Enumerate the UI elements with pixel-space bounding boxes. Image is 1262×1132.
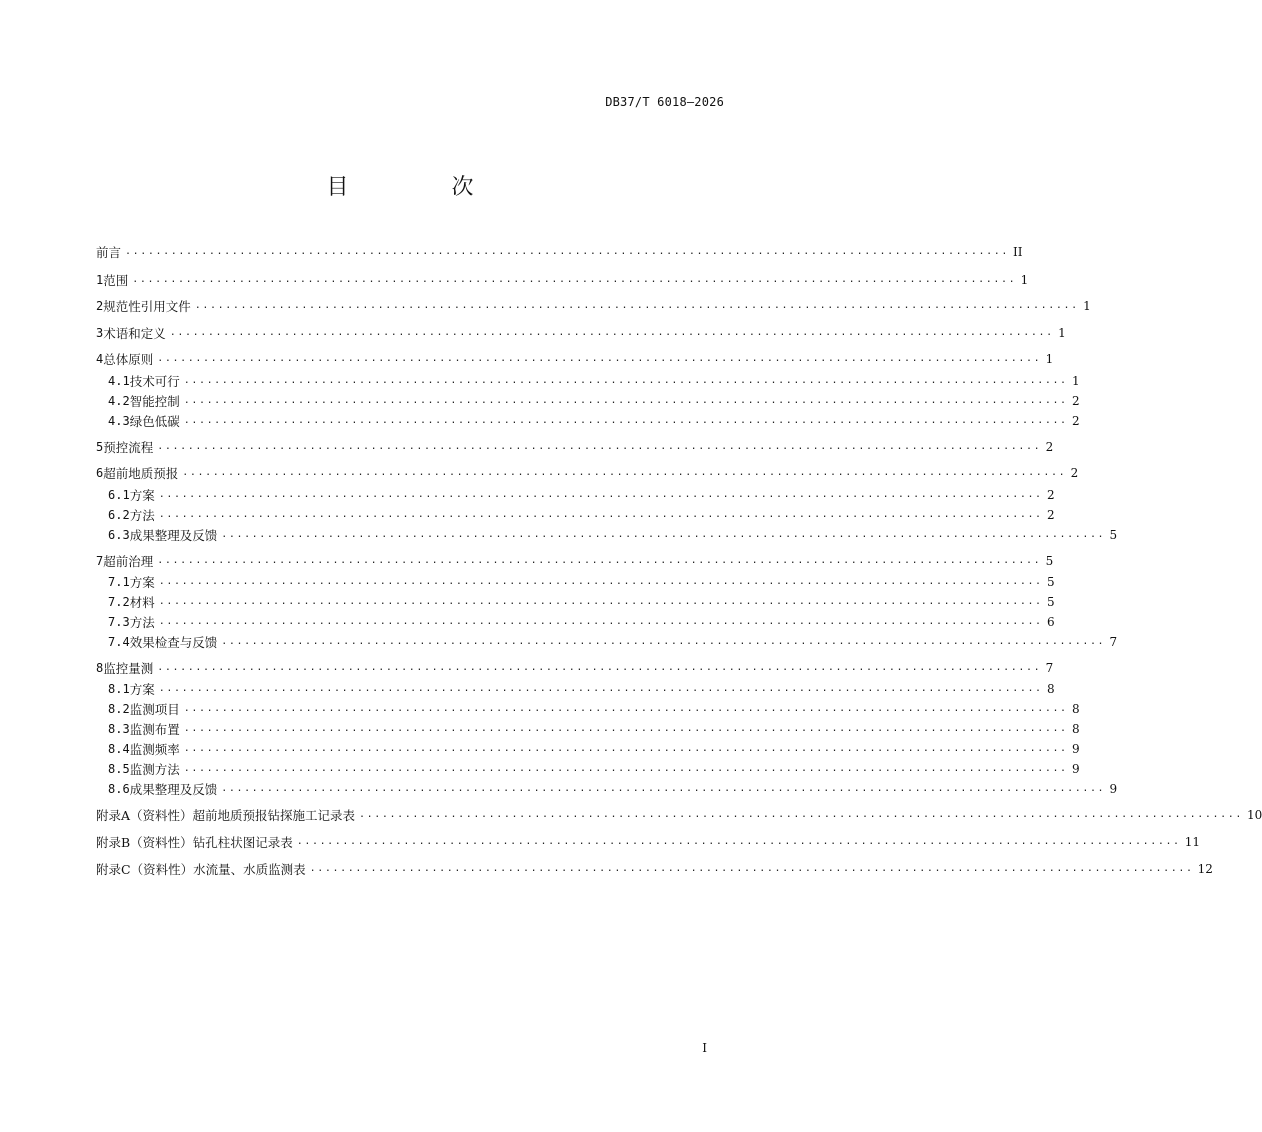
toc-entry-label: 效果检查与反馈 (129, 635, 218, 650)
toc-entry-number: 1 (96, 273, 104, 287)
toc-entry-appendix-c[interactable] (96, 859, 1213, 879)
toc-leader-dots: .................................................................................................................... (221, 783, 1106, 794)
toc-entry-label: 绿色低碳 (129, 414, 180, 429)
toc-leader-dots: .................................................................................................................... (157, 662, 1042, 673)
toc-entry-number: 8.6 (108, 782, 130, 796)
toc-leader-dots: .................................................................................................................... (158, 596, 1043, 607)
toc-appendix-prefix: 附录A（资料性） (96, 808, 193, 823)
toc-entry-8-3[interactable] (96, 719, 1080, 739)
toc-entry-number: 8.1 (108, 682, 130, 696)
toc-leader-dots: .................................................................................................................... (183, 375, 1068, 386)
toc-entry-7-3[interactable] (96, 612, 1055, 632)
toc-entry-number: 7.2 (108, 595, 130, 609)
toc-entry-page: II (1013, 245, 1023, 259)
toc-entry-page: 8 (1072, 702, 1080, 716)
toc-entry-number: 8 (96, 661, 104, 675)
toc-leader-dots: .................................................................................................................... (158, 683, 1043, 694)
toc-entry-page: 1 (1083, 299, 1091, 313)
toc-entry-label: 方案 (129, 575, 155, 590)
toc-entry-3[interactable] (96, 323, 1066, 343)
toc-entry-number: 4.3 (108, 414, 130, 428)
toc-entry-number: 4.2 (108, 394, 130, 408)
toc-leader-dots: .................................................................................................................... (169, 327, 1054, 338)
toc-entry-number: 6.1 (108, 488, 130, 502)
toc-entry-number: 4.1 (108, 374, 130, 388)
toc-entry-label: 智能控制 (129, 394, 180, 409)
toc-entry-page: 9 (1072, 762, 1080, 776)
toc-entry-page: 6 (1047, 615, 1055, 629)
toc-entry-page: 5 (1047, 575, 1055, 589)
toc-entry-label: 钻孔柱状图记录表 (192, 835, 293, 850)
toc-entry-page: 2 (1072, 394, 1080, 408)
toc-entry-number: 5 (96, 440, 104, 454)
toc-entry-label: 前言 (96, 245, 122, 260)
toc-leader-dots: .................................................................................................................... (194, 300, 1079, 311)
toc-entry-2[interactable] (96, 296, 1091, 316)
toc-entry-4-3[interactable] (96, 411, 1080, 431)
toc-leader-dots: .................................................................................................................... (183, 415, 1068, 426)
toc-entry-label: 方法 (129, 508, 155, 523)
toc-entry-label: 技术可行 (129, 374, 180, 389)
toc-entry-label: 材料 (129, 595, 155, 610)
toc-entry-label: 监测频率 (129, 742, 180, 757)
toc-appendix-prefix: 附录C（资料性） (96, 862, 194, 877)
toc-entry-page: 2 (1047, 488, 1055, 502)
toc-entry-4[interactable] (96, 349, 1054, 369)
toc-leader-dots: .................................................................................................................... (125, 246, 1009, 257)
toc-entry-page: 10 (1247, 808, 1262, 822)
document-code: DB37/T 6018—2026 (605, 95, 724, 109)
toc-entry-7-4[interactable] (96, 632, 1118, 652)
toc-entry-page: 9 (1072, 742, 1080, 756)
toc-entry-page: 7 (1045, 661, 1054, 675)
toc-entry-appendix-b[interactable] (96, 832, 1200, 852)
toc-entry-number: 8.4 (108, 742, 130, 756)
toc-leader-dots: .................................................................................................................... (158, 576, 1043, 587)
toc-entry-number: 8.5 (108, 762, 130, 776)
toc-entry-label: 术语和定义 (103, 326, 166, 341)
toc-entry-page: 1 (1058, 326, 1066, 340)
toc-entry-appendix-a[interactable] (96, 805, 1262, 825)
toc-leader-dots: .................................................................................................................... (221, 636, 1106, 647)
toc-entry-label: 监控量测 (103, 661, 154, 676)
toc-entry-page: 2 (1047, 508, 1055, 522)
toc-entry-page: 2 (1070, 466, 1079, 480)
toc-entry-label: 方法 (129, 615, 155, 630)
toc-entry-page: 1 (1045, 352, 1054, 366)
toc-entry-label: 预控流程 (103, 440, 154, 455)
toc-entry-5[interactable] (96, 437, 1054, 457)
toc-entry-number: 7 (96, 554, 104, 568)
toc-entry-label: 成果整理及反馈 (129, 782, 218, 797)
toc-entry-label: 方案 (129, 488, 155, 503)
toc-entry-number: 3 (96, 326, 104, 340)
toc-entry-label: 超前地质预报钻探施工记录表 (192, 808, 356, 823)
toc-leader-dots: .................................................................................................................... (183, 723, 1068, 734)
toc-entry-number: 6 (96, 466, 104, 480)
toc-entry-7[interactable] (96, 551, 1054, 571)
footer-page-number: I (702, 1041, 707, 1055)
toc-entry-page: 5 (1045, 554, 1054, 568)
toc-entry-label: 规范性引用文件 (103, 299, 191, 314)
toc-entry-number: 7.3 (108, 615, 130, 629)
toc-leader-dots: .................................................................................................................... (157, 353, 1042, 364)
toc-entry-label: 监测项目 (129, 702, 180, 717)
toc-entry-label: 总体原则 (103, 352, 154, 367)
toc-entry-page: 2 (1045, 440, 1054, 454)
toc-entry-page: 9 (1109, 782, 1118, 796)
toc-leader-dots: .................................................................................................................... (157, 441, 1042, 452)
toc-entry-page: 1 (1020, 273, 1029, 287)
toc-appendix-prefix: 附录B（资料性） (96, 835, 193, 850)
toc-entry-label: 范围 (103, 273, 129, 288)
toc-entry-8-1[interactable] (96, 679, 1055, 699)
toc-entry-number: 8.3 (108, 722, 130, 736)
toc-leader-dots: .................................................................................................................... (221, 529, 1106, 540)
toc-leader-dots: .................................................................................................................... (182, 467, 1067, 478)
toc-entry-number: 6.3 (108, 528, 130, 542)
toc-entry-page: 12 (1197, 862, 1213, 876)
toc-entry-label: 监测布置 (129, 722, 180, 737)
toc-entry-page: 8 (1047, 682, 1055, 696)
toc-leader-dots: .................................................................................................................... (183, 395, 1068, 406)
toc-entry-1[interactable] (96, 270, 1029, 290)
toc-entry-7-1[interactable] (96, 572, 1055, 592)
toc-entry-number: 7.4 (108, 635, 130, 649)
toc-entry-8-4[interactable] (96, 739, 1080, 759)
toc-entry-page: 5 (1109, 528, 1118, 542)
toc-leader-dots: .................................................................................................................... (158, 509, 1043, 520)
toc-entry-label: 超前地质预报 (103, 466, 179, 481)
toc-entry-label: 水流量、水质监测表 (193, 862, 306, 877)
toc-leader-dots: .................................................................................................................... (158, 489, 1043, 500)
toc-entry-page: 1 (1072, 374, 1080, 388)
toc-entry-7-2[interactable] (96, 592, 1055, 612)
toc-entry-6[interactable] (96, 463, 1079, 483)
toc-entry-label: 成果整理及反馈 (129, 528, 218, 543)
toc-entry-8-2[interactable] (96, 699, 1080, 719)
toc-entry-6-3[interactable] (96, 525, 1118, 545)
toc-entry-6-1[interactable] (96, 485, 1055, 505)
toc-entry-number: 8.2 (108, 702, 130, 716)
toc-leader-dots: .................................................................................................................... (309, 863, 1194, 874)
toc-entry-8-5[interactable] (96, 759, 1080, 779)
toc-leader-dots: .................................................................................................................... (183, 743, 1068, 754)
toc-entry-number: 2 (96, 299, 104, 313)
toc-entry-page: 5 (1047, 595, 1055, 609)
toc-entry-page: 7 (1109, 635, 1118, 649)
toc-entry-number: 4 (96, 352, 104, 366)
toc-entry-page: 2 (1072, 414, 1080, 428)
toc-entry-label: 监测方法 (129, 762, 180, 777)
page-title: 目 次 (326, 175, 522, 200)
toc-leader-dots: .................................................................................................................... (157, 555, 1042, 566)
toc-entry-label: 超前治理 (103, 554, 154, 569)
toc-leader-dots: .................................................................................................................... (359, 809, 1244, 820)
toc-entry-page: 8 (1072, 722, 1080, 736)
toc-entry-4-1[interactable] (96, 371, 1080, 391)
toc-leader-dots: .................................................................................................................... (296, 836, 1181, 847)
toc-entry-8-6[interactable] (96, 779, 1118, 799)
toc-leader-dots: .................................................................................................................... (158, 616, 1043, 627)
toc-entry-preface[interactable] (96, 242, 1023, 262)
toc-entry-6-2[interactable] (96, 505, 1055, 525)
toc-entry-8[interactable] (96, 658, 1054, 678)
toc-entry-label: 方案 (129, 682, 155, 697)
toc-leader-dots: .................................................................................................................... (183, 763, 1068, 774)
toc-leader-dots: .................................................................................................................... (183, 703, 1068, 714)
toc-entry-number: 6.2 (108, 508, 130, 522)
toc-entry-page: 11 (1184, 835, 1200, 849)
toc-entry-number: 7.1 (108, 575, 130, 589)
toc-entry-4-2[interactable] (96, 391, 1080, 411)
toc-leader-dots: .................................................................................................................... (132, 274, 1017, 285)
